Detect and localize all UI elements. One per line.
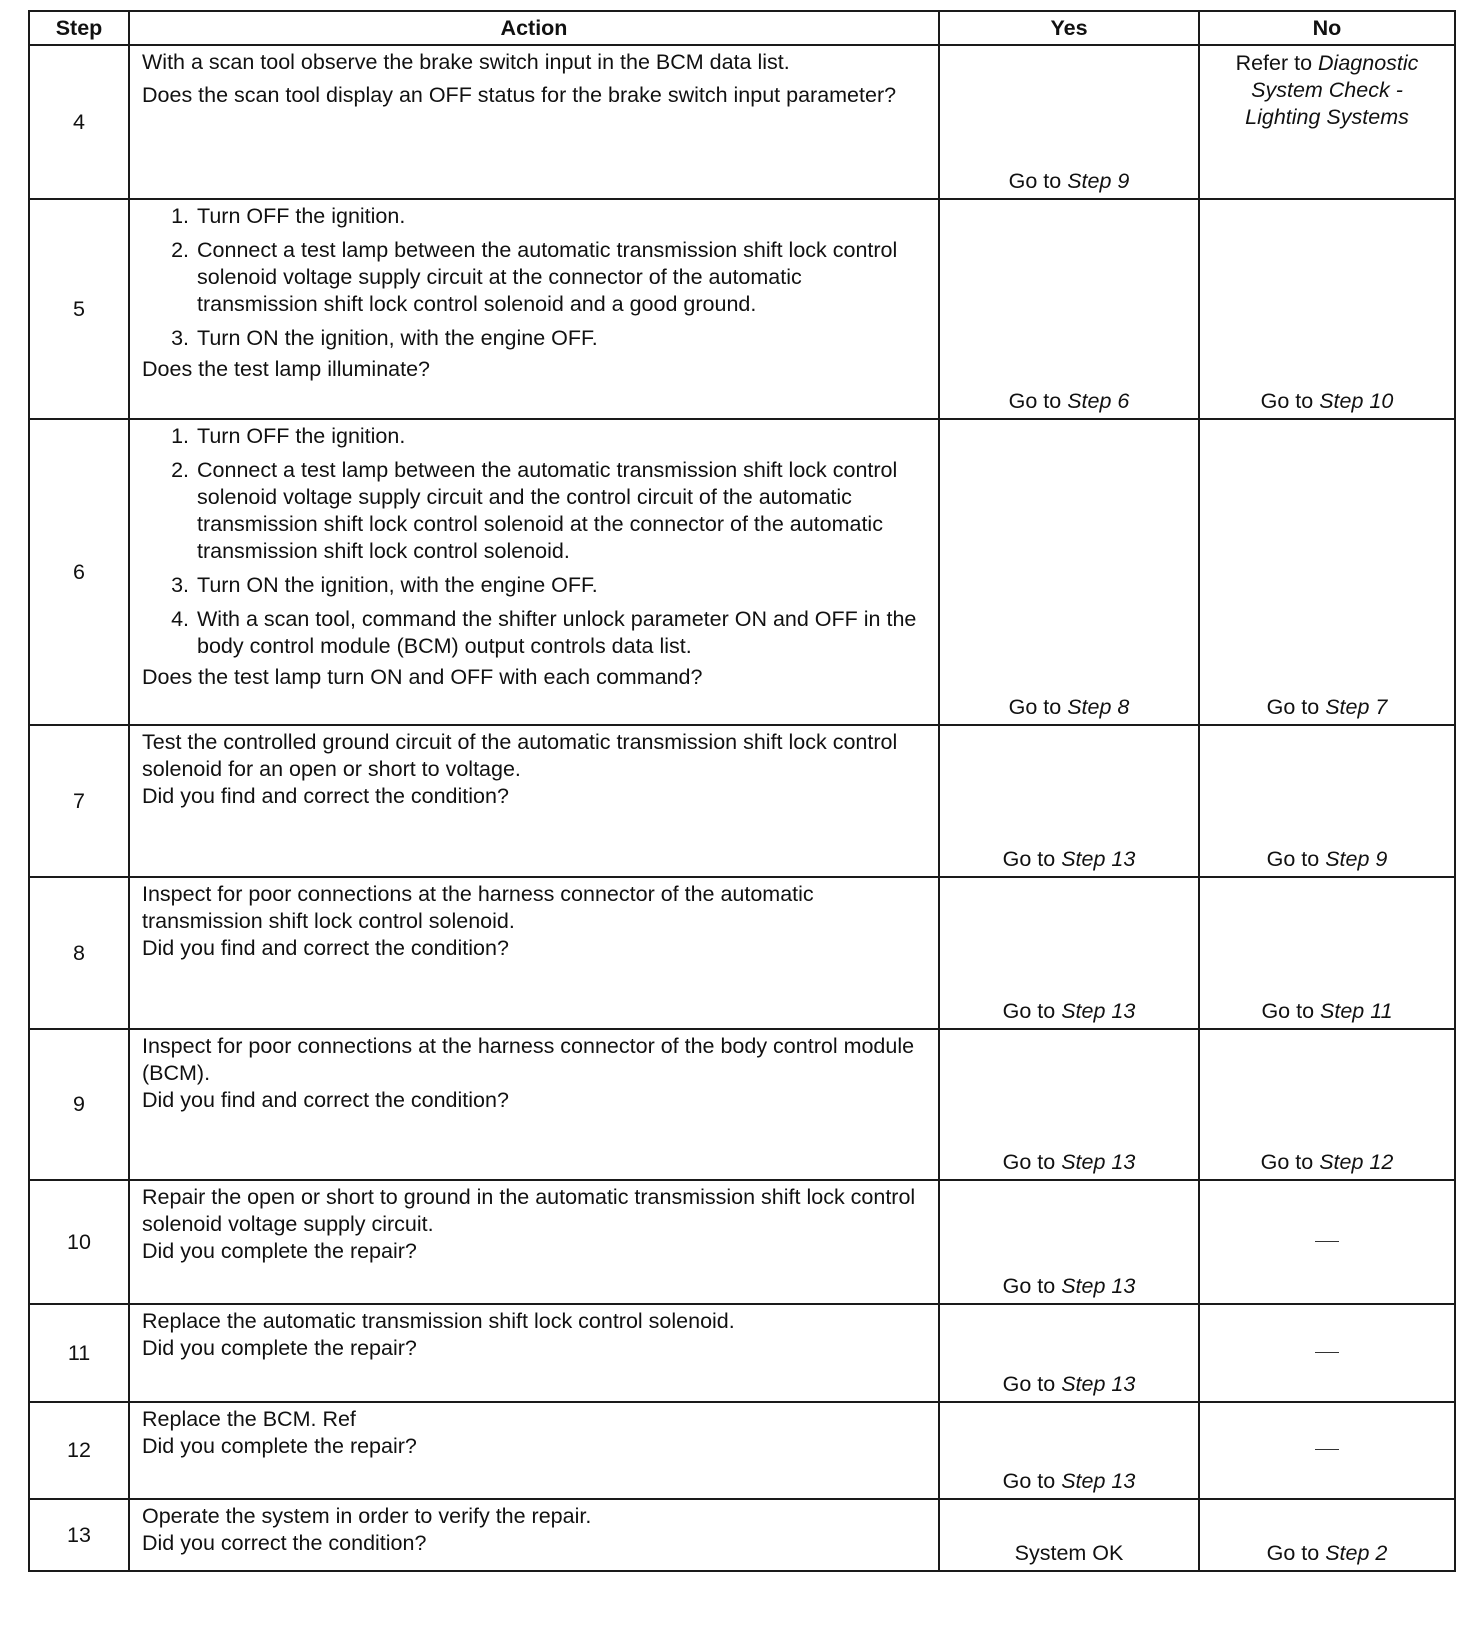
action-cell xyxy=(129,419,939,725)
action-cell xyxy=(129,1499,939,1571)
yes-cell xyxy=(939,877,1199,1029)
yes-step-link[interactable]: Step 13 xyxy=(1061,1372,1136,1396)
step-number: 6 xyxy=(29,419,129,725)
substep-item: 3. Turn ON the ignition, with the engine OFF. xyxy=(171,326,598,350)
no-cell xyxy=(1199,45,1455,199)
table-row xyxy=(29,45,1455,199)
no-step-link[interactable]: Step 9 xyxy=(1325,847,1388,871)
yes-step-link[interactable]: Step 8 xyxy=(1067,695,1130,719)
substep-item: 1. Turn OFF the ignition. xyxy=(171,204,406,228)
yes-prefix: Go to xyxy=(1008,695,1062,719)
yes-prefix: Go to xyxy=(1002,1469,1056,1493)
action-instruction: With a scan tool observe the brake switch input in the BCM data list. xyxy=(142,50,790,74)
step-number: 13 xyxy=(29,1499,129,1571)
action-instruction: Replace the BCM. Ref xyxy=(142,1407,356,1431)
no-cell xyxy=(1199,199,1455,419)
table-row xyxy=(29,1180,1455,1304)
no-refer-prefix: Refer to xyxy=(1235,51,1313,75)
yes-cell xyxy=(939,725,1199,877)
no-cell xyxy=(1199,725,1455,877)
step-number: 7 xyxy=(29,725,129,877)
table-row xyxy=(29,1499,1455,1571)
yes-cell xyxy=(939,199,1199,419)
yes-step-link[interactable]: Step 6 xyxy=(1067,389,1130,413)
no-cell xyxy=(1199,419,1455,725)
action-question: Did you complete the repair? xyxy=(142,1434,417,1458)
action-cell xyxy=(129,199,939,419)
no-ref-link-1[interactable]: Diagnostic xyxy=(1318,51,1419,75)
table-row xyxy=(29,1029,1455,1180)
no-ref-link-3[interactable]: Lighting Systems xyxy=(1245,105,1409,129)
action-question: Did you correct the condition? xyxy=(142,1531,427,1555)
yes-cell xyxy=(939,1402,1199,1499)
action-cell xyxy=(129,725,939,877)
table-row xyxy=(29,419,1455,725)
action-instruction: Inspect for poor connections at the harness connector of the body control module (BCM). xyxy=(142,1034,915,1085)
yes-prefix: Go to xyxy=(1002,1150,1056,1174)
substep-item: 2. Connect a test lamp between the automatic transmission shift lock control solenoid voltage supply circuit at the connector of the automatic transmission shift lock control solenoid and a good ground. xyxy=(171,238,898,316)
action-instruction: Repair the open or short to ground in the automatic transmission shift lock control solenoid voltage supply circuit. xyxy=(142,1185,916,1236)
yes-cell xyxy=(939,1029,1199,1180)
header-action: Action xyxy=(129,11,939,45)
table-row xyxy=(29,199,1455,419)
action-cell xyxy=(129,1180,939,1304)
diagnostic-table xyxy=(28,10,1456,1572)
table-row xyxy=(29,877,1455,1029)
substep-item: 4. With a scan tool, command the shifter unlock parameter ON and OFF in the body control module (BCM) output controls data list. xyxy=(171,607,917,658)
no-ref-link-2[interactable]: System Check - xyxy=(1251,78,1403,102)
header-no: No xyxy=(1199,11,1455,45)
no-prefix: Go to xyxy=(1260,1150,1314,1174)
table-row xyxy=(29,1304,1455,1402)
step-number: 8 xyxy=(29,877,129,1029)
step-number: 9 xyxy=(29,1029,129,1180)
yes-prefix: Go to xyxy=(1002,847,1056,871)
action-instruction: Test the controlled ground circuit of the automatic transmission shift lock control solenoid for an open or short to voltage. xyxy=(142,730,898,781)
not-applicable-dash xyxy=(1315,1352,1339,1353)
substep-list xyxy=(142,203,926,356)
not-applicable-dash xyxy=(1315,1241,1339,1242)
no-step-link[interactable]: Step 12 xyxy=(1319,1150,1394,1174)
yes-prefix: Go to xyxy=(1002,1372,1056,1396)
yes-prefix: Go to xyxy=(1008,389,1062,413)
step-number: 4 xyxy=(29,45,129,199)
step-number: 12 xyxy=(29,1402,129,1499)
yes-step-link[interactable]: Step 13 xyxy=(1061,1150,1136,1174)
no-prefix: Go to xyxy=(1266,1541,1320,1565)
yes-cell xyxy=(939,45,1199,199)
no-cell xyxy=(1199,1402,1455,1499)
yes-step-link[interactable]: Step 9 xyxy=(1067,169,1130,193)
action-question: Did you complete the repair? xyxy=(142,1336,417,1360)
action-cell xyxy=(129,1304,939,1402)
yes-prefix: Go to xyxy=(1002,999,1056,1023)
step-number: 11 xyxy=(29,1304,129,1402)
action-question: Did you find and correct the condition? xyxy=(142,784,509,808)
no-cell xyxy=(1199,1029,1455,1180)
yes-step-link[interactable]: Step 13 xyxy=(1061,1274,1136,1298)
yes-cell xyxy=(939,419,1199,725)
yes-step-link[interactable]: Step 13 xyxy=(1061,1469,1136,1493)
action-question: Did you complete the repair? xyxy=(142,1239,417,1263)
yes-prefix: Go to xyxy=(1008,169,1062,193)
substep-list xyxy=(142,423,926,664)
substep-item: 3. Turn ON the ignition, with the engine OFF. xyxy=(171,573,598,597)
action-question: Does the scan tool display an OFF status for the brake switch input parameter? xyxy=(142,83,897,107)
no-prefix: Go to xyxy=(1260,389,1314,413)
no-cell xyxy=(1199,877,1455,1029)
yes-cell xyxy=(939,1180,1199,1304)
table-row xyxy=(29,1402,1455,1499)
header-yes: Yes xyxy=(939,11,1199,45)
yes-step-link[interactable]: Step 13 xyxy=(1061,847,1136,871)
no-cell xyxy=(1199,1499,1455,1571)
no-cell xyxy=(1199,1180,1455,1304)
no-prefix: Go to xyxy=(1261,999,1315,1023)
action-question: Does the test lamp illuminate? xyxy=(142,357,431,381)
no-step-link[interactable]: Step 10 xyxy=(1319,389,1394,413)
header-step: Step xyxy=(29,11,129,45)
action-cell xyxy=(129,45,939,199)
yes-prefix: Go to xyxy=(1002,1274,1056,1298)
action-cell xyxy=(129,1402,939,1499)
yes-cell xyxy=(939,1499,1199,1571)
no-prefix: Go to xyxy=(1266,847,1320,871)
no-cell xyxy=(1199,1304,1455,1402)
step-number: 10 xyxy=(29,1180,129,1304)
action-cell xyxy=(129,877,939,1029)
no-step-link[interactable]: Step 7 xyxy=(1325,695,1388,719)
step-number: 5 xyxy=(29,199,129,419)
action-question: Did you find and correct the condition? xyxy=(142,1088,509,1112)
action-instruction: Inspect for poor connections at the harness connector of the automatic transmission shift lock control solenoid. xyxy=(142,882,814,933)
not-applicable-dash xyxy=(1315,1449,1339,1450)
yes-step-link[interactable]: Step 13 xyxy=(1061,999,1136,1023)
no-step-link[interactable]: Step 11 xyxy=(1320,999,1393,1023)
no-prefix: Go to xyxy=(1266,695,1320,719)
table-row xyxy=(29,725,1455,877)
substep-item: 2. Connect a test lamp between the automatic transmission shift lock control solenoid voltage supply circuit and the control circuit of the automatic transmission shift lock control solenoid at the connector of the automatic transmission shift lock control solenoid. xyxy=(171,458,898,563)
header-row xyxy=(29,11,1455,45)
action-instruction: Operate the system in order to verify the repair. xyxy=(142,1504,592,1528)
action-question: Did you find and correct the condition? xyxy=(142,936,509,960)
yes-result: System OK xyxy=(1014,1541,1124,1565)
no-step-link[interactable]: Step 2 xyxy=(1325,1541,1388,1565)
action-instruction: Replace the automatic transmission shift lock control solenoid. xyxy=(142,1309,735,1333)
yes-cell xyxy=(939,1304,1199,1402)
action-question: Does the test lamp turn ON and OFF with each command? xyxy=(142,665,703,689)
substep-item: 1. Turn OFF the ignition. xyxy=(171,424,406,448)
action-cell xyxy=(129,1029,939,1180)
